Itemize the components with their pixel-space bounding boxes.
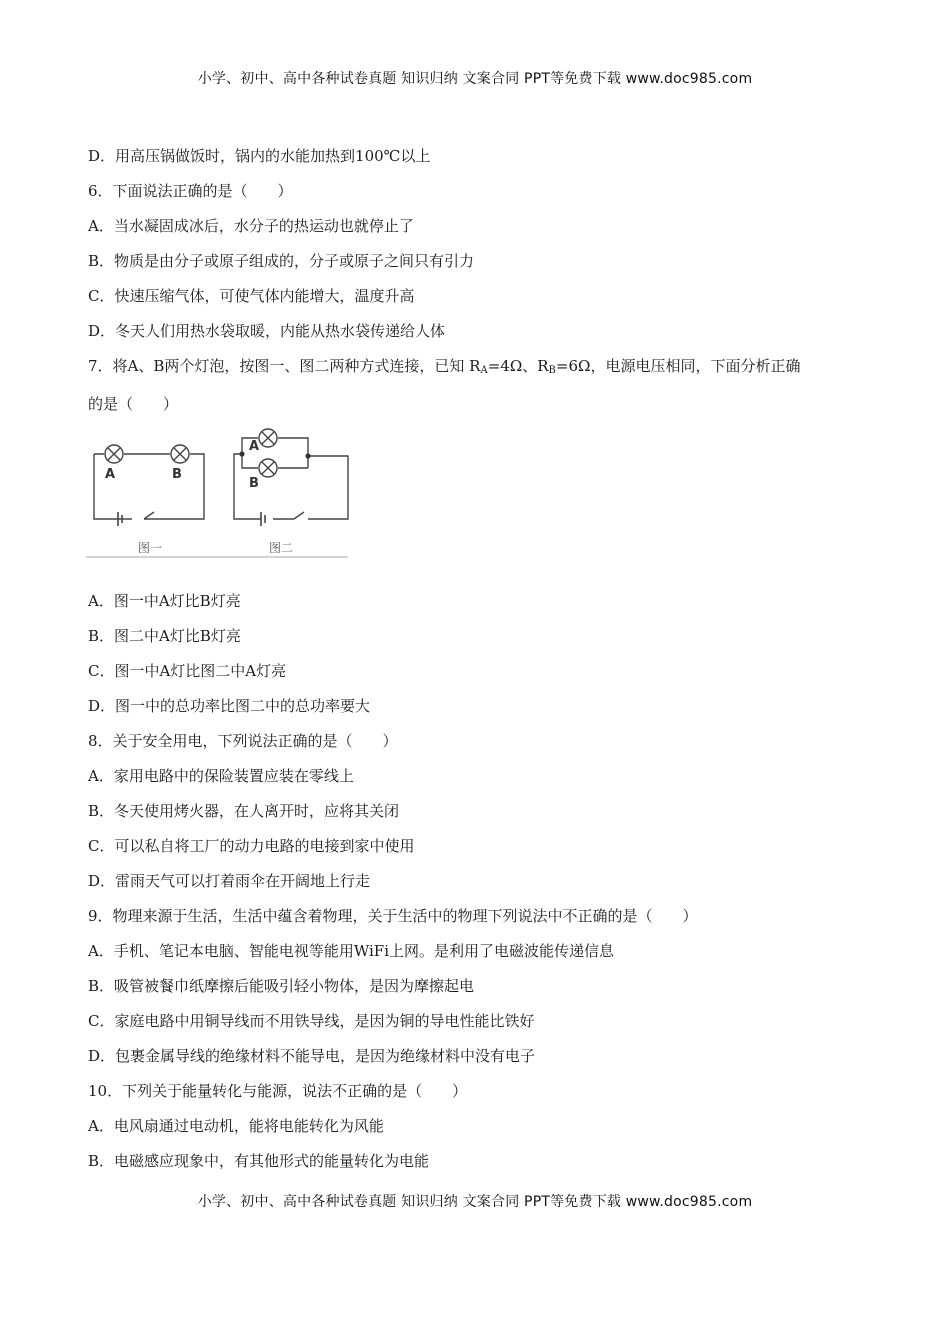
q5-option-d: D．用高压锅做饭时，锅内的水能加热到100℃以上 — [88, 147, 431, 165]
q9-option-a: A．手机、笔记本电脑、智能电视等能用WiFi上网。是利用了电磁波能传递信息 — [88, 942, 614, 960]
q7-stem-part-a: 7．将A、B两个灯泡，按图一、图二两种方式连接，已知 R — [88, 357, 481, 375]
q7-subscript-a: A — [480, 365, 488, 376]
q6-option-b: B．物质是由分子或原子组成的，分子或原子之间只有引力 — [88, 252, 475, 270]
fig1-switch — [144, 512, 154, 519]
fig2-label-b: B — [249, 476, 259, 491]
page-footer-banner: 小学、初中、高中各种试卷真题 知识归纳 文案合同 PPT等免费下载 www.doc985.com — [197, 1194, 753, 1210]
q7-stem — [88, 356, 800, 381]
fig1-label-b: B — [172, 467, 182, 482]
q8-option-c: C．可以私自将工厂的动力电路的电接到家中使用 — [88, 837, 415, 855]
fig2-junction-right — [305, 453, 310, 458]
q7-option-d: D．图一中的总功率比图二中的总功率要大 — [88, 697, 371, 715]
q7-option-c: C．图一中A灯比图二中A灯亮 — [88, 662, 287, 680]
circuit-diagrams — [86, 428, 350, 560]
q7-option-a: A．图一中A灯比B灯亮 — [88, 592, 241, 610]
fig2-battery — [261, 512, 265, 526]
q9-option-c: C．家庭电路中用铜导线而不用铁导线，是因为铜的导电性能比铁好 — [88, 1012, 535, 1030]
q8-option-b: B．冬天使用烤火器，在人离开时，应将其关闭 — [88, 802, 400, 820]
q7-stem-line2: 的是（ ） — [88, 395, 179, 413]
q10-option-a: A．电风扇通过电动机，能将电能转化为风能 — [88, 1117, 384, 1135]
q7-option-b: B．图二中A灯比B灯亮 — [88, 627, 241, 645]
q7-stem-part-b: =4Ω、R — [487, 357, 549, 375]
q7-stem-part-c: =6Ω，电源电压相同，下面分析正确 — [555, 357, 801, 375]
page-header-banner: 小学、初中、高中各种试卷真题 知识归纳 文案合同 PPT等免费下载 www.doc985.com — [197, 71, 753, 87]
q6-option-d: D．冬天人们用热水袋取暖，内能从热水袋传递给人体 — [88, 322, 446, 340]
q7-circuit-figure — [86, 428, 350, 560]
q8-option-d: D．雷雨天气可以打着雨伞在开阔地上行走 — [88, 872, 371, 890]
q9-stem: 9．物理来源于生活，生活中蕴含着物理，关于生活中的物理下列说法中不正确的是（ ） — [88, 907, 698, 925]
fig2-caption: 图二 — [269, 541, 294, 555]
fig1-wire — [94, 454, 204, 519]
fig2-switch — [294, 512, 304, 519]
q8-option-a: A．家用电路中的保险装置应装在零线上 — [88, 767, 354, 785]
q6-stem: 6．下面说法正确的是（ ） — [88, 182, 293, 200]
q6-option-a: A．当水凝固成冰后，水分子的热运动也就停止了 — [88, 217, 414, 235]
fig2-junction-left — [239, 451, 244, 456]
q9-option-d: D．包裹金属导线的绝缘材料不能导电，是因为绝缘材料中没有电子 — [88, 1047, 536, 1065]
q10-stem: 10．下列关于能量转化与能源，说法不正确的是（ ） — [88, 1082, 468, 1100]
fig1-label-a: A — [105, 467, 116, 482]
q7-subscript-b: B — [548, 365, 556, 376]
q10-option-b: B．电磁感应现象中，有其他形式的能量转化为电能 — [88, 1152, 430, 1170]
fig2-label-a: A — [249, 439, 260, 454]
fig1-caption: 图一 — [138, 541, 163, 555]
q9-option-b: B．吸管被餐巾纸摩擦后能吸引轻小物体，是因为摩擦起电 — [88, 977, 475, 995]
q8-stem: 8．关于安全用电，下列说法正确的是（ ） — [88, 732, 398, 750]
q6-option-c: C．快速压缩气体，可使气体内能增大，温度升高 — [88, 287, 415, 305]
